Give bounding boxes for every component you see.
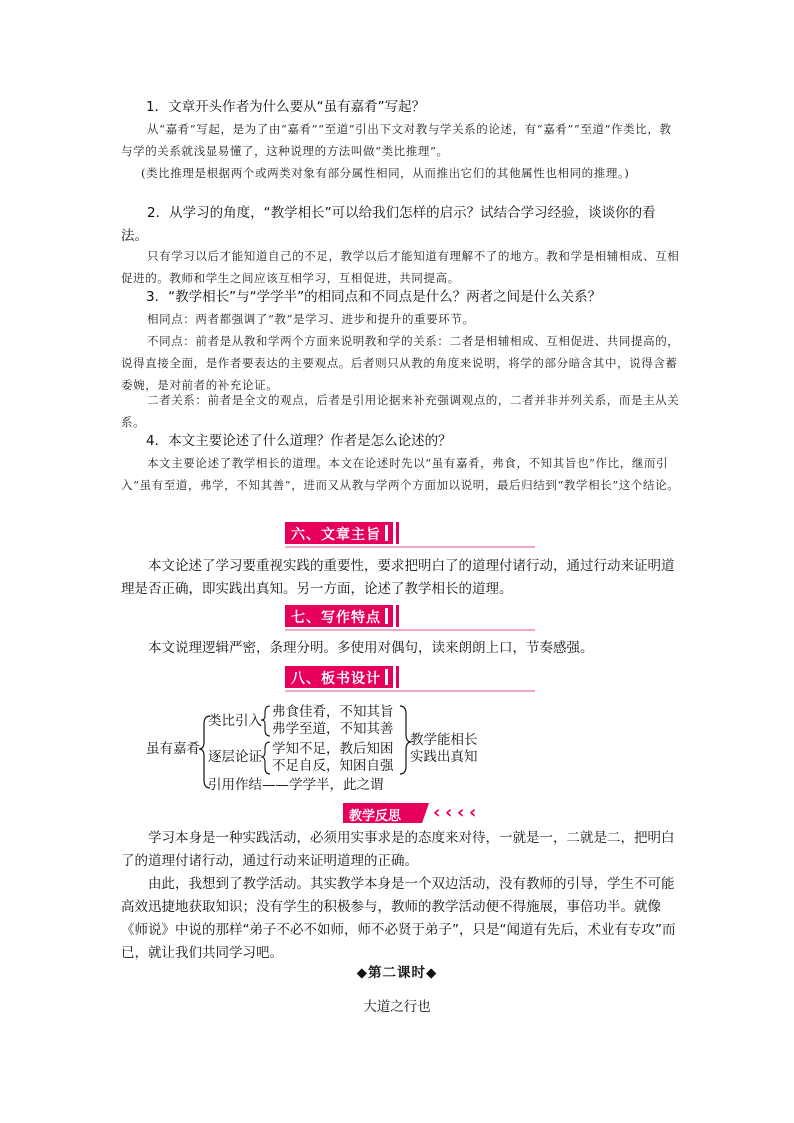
section-theme-header	[285, 522, 535, 546]
section-board-title: 八、板书设计	[291, 671, 381, 687]
section-writing-title: 七、写作特点	[291, 610, 381, 626]
answer-1-p1: 从“嘉肴”写起，是为了由“嘉肴”“至道”引出下文对教与学关系的论述，有“嘉肴”“至道”作类比，教与学的关系就浅显易懂了，这种说理的方法叫做“类比推理”。	[121, 122, 672, 158]
question-4: 4．本文主要论述了什么道理？作者是怎么论述的？	[146, 433, 452, 449]
answer-3-relation: 二者关系：前者是全文的观点，后者是引用论据来补充强调观点的，二者并非并列关系，而是主从关系。	[121, 393, 680, 429]
chevron-left-icon: ‹	[445, 802, 453, 823]
board-branch-3: 引用作结——学学半，此之谓	[208, 777, 384, 793]
reflection-title: 教学反思	[349, 809, 402, 824]
answer-4: 本文主要论述了教学相长的道理。本文在论述时先以“虽有嘉肴，弗食，不知其旨也”作比，继而引入“虽有至道，弗学，不知其善”，进而又从教与学两个方面加以说明，最后归结到“教学相长”这个结论。	[121, 456, 680, 492]
lesson-heading: ◆第二课时◆	[356, 965, 438, 981]
theme-text: 本文论述了学习要重视实践的重要性，要求把明白了的道理付诸行动，通过行动来证明道理是否正确，即实践出真知。另一方面，论述了教学相长的道理。	[121, 558, 675, 597]
board-b1-line1: 弗食佳肴，不知其旨	[272, 704, 394, 720]
board-branch-1: 类比引入	[208, 713, 262, 729]
board-conclusion-2: 实践出真知	[410, 749, 478, 765]
question-3: 3．“教学相长”与“学学半”的相同点和不同点是什么？两者之间是什么关系？	[146, 289, 602, 305]
board-root: 虽有嘉肴	[146, 741, 200, 757]
question-2: 2．从学习的角度，“教学相长”可以给我们怎样的启示？试结合学习经验，谈谈你的看法。	[121, 205, 656, 244]
chevron-left-icon: ‹	[457, 802, 465, 823]
answer-3-diff: 不同点：前者是从教和学两个方面来说明教和学的关系：二者是相辅相成、互相促进、共同提高的，说得直接全面，是作者要表达的主要观点。后者则只从教的角度来说明，将学的部分暗含其中，说得含蓄委婉，是对前者的补充论证。	[121, 334, 680, 392]
board-diagram	[146, 702, 506, 798]
board-branch-2: 逐层论证	[208, 749, 262, 765]
board-b1-line2: 弗学至道，不知其善	[272, 721, 394, 737]
question-1: 1．文章开头作者为什么要从“虽有嘉肴”写起？	[146, 99, 426, 115]
section-theme-title: 六、文章主旨	[291, 527, 381, 543]
reflection-paragraph-1: 学习本身是一种实践活动，必须用实事求是的态度来对待，一就是一，二就是二，把明白了的道理付诸行动，通过行动来证明道理的正确。	[121, 830, 675, 869]
chevron-left-icon: ‹	[469, 802, 477, 823]
section-board-header	[285, 666, 535, 690]
writing-text: 本文说理逻辑严密，条理分明。多使用对偶句，读来朗朗上口，节奏感强。	[148, 640, 594, 656]
board-conclusion-1: 教学能相长	[410, 732, 478, 748]
reflection-paragraph-2: 由此，我想到了教学活动。其实教学本身是一个双边活动，没有教师的引导，学生不可能高效迅捷地获取知识；没有学生的积极参与，教师的教学活动便不得施展，事倍功半。就像《师说》中说的那样“弟子不必不如师，师不必贤于弟子”，只是“闻道有先后，术业有专攻”而已，就让我们共同学习吧。	[121, 876, 676, 961]
answer-2: 只有学习以后才能知道自己的不足，教学以后才能知道有理解不了的地方。教和学是相辅相成、互相促进的。教师和学生之间应该互相学习，互相促进，共同提高。	[121, 249, 680, 285]
board-b2-line2: 不足自反，知困自强	[272, 758, 394, 774]
lesson-title: 大道之行也	[363, 999, 431, 1015]
answer-1-p2: (类比推理是根据两个或两类对象有部分属性相同，从而推出它们的其他属性也相同的推理。)	[141, 166, 630, 180]
section-writing-header	[285, 605, 535, 629]
chevron-left-icon: ‹	[433, 802, 441, 823]
answer-3-same: 相同点：两者都强调了“教”是学习、进步和提升的重要环节。	[147, 312, 475, 326]
board-b2-line1: 学知不足，教后知困	[272, 741, 394, 757]
reflection-header	[343, 803, 493, 825]
